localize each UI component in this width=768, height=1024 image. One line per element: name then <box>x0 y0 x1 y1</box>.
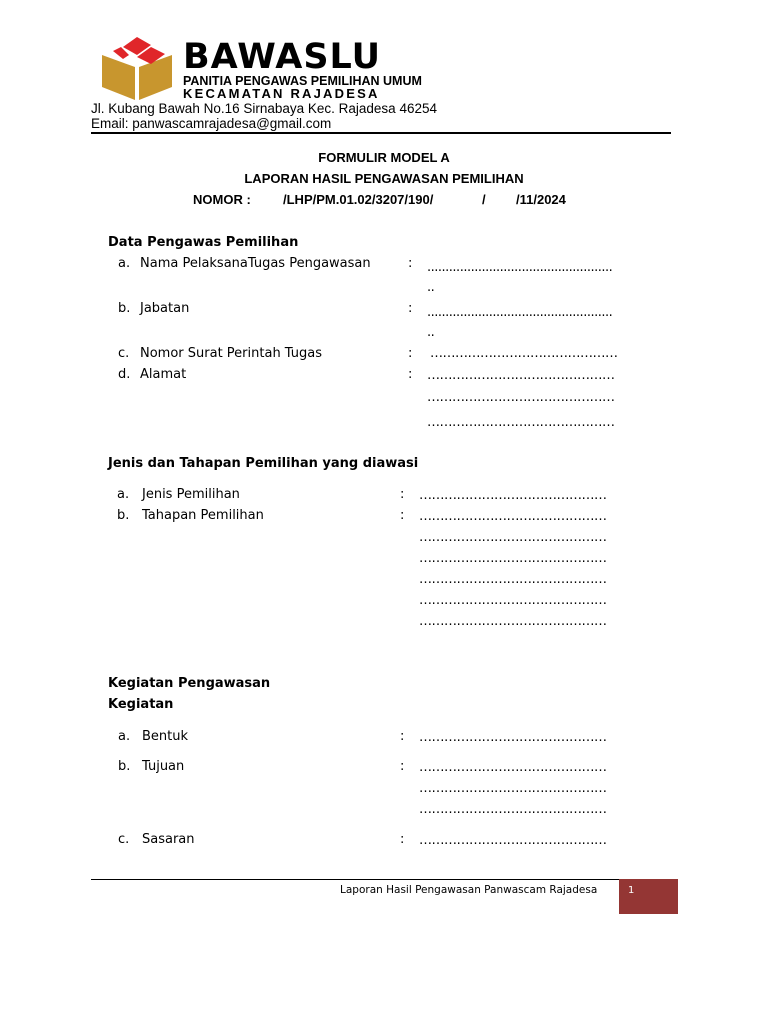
field-label: Jabatan <box>140 301 190 316</box>
fill-in-dots: ……………………………………… <box>419 488 607 503</box>
fill-in-dots: ……………………………………… <box>419 614 607 629</box>
field-label: Alamat <box>140 367 187 382</box>
nomor-label: NOMOR : <box>193 192 251 207</box>
field-label: Tujuan <box>142 759 185 774</box>
fill-in-dots: .. <box>427 325 435 340</box>
subsection-heading-kegiatan: Kegiatan <box>108 697 174 712</box>
field-label: Nomor Surat Perintah Tugas <box>140 346 323 361</box>
nomor-part1: /LHP/PM.01.02/3207/190/ <box>283 192 434 207</box>
fill-in-dots: ……………………………………… <box>419 833 607 848</box>
report-title: LAPORAN HASIL PENGAWASAN PEMILIHAN <box>244 171 524 186</box>
section-heading-jenis-tahapan: Jenis dan Tahapan Pemilihan yang diawasi <box>108 456 419 471</box>
fill-in-dots: ................................................... <box>427 305 613 320</box>
fill-in-dots: ……………………………………… <box>419 802 607 817</box>
field-label: Tahapan Pemilihan <box>142 508 264 523</box>
fill-in-dots: .. <box>427 280 435 295</box>
fill-in-dots: ……………………………………… <box>427 368 615 383</box>
footer-text: Laporan Hasil Pengawasan Panwascam Rajadesa <box>340 884 598 896</box>
fill-in-dots: ……………………………………… <box>427 390 615 405</box>
fill-in-dots: ……………………………………… <box>419 593 607 608</box>
fill-in-dots: ……………………………………… <box>419 781 607 796</box>
page-number-box <box>619 879 678 914</box>
address: Jl. Kubang Bawah No.16 Sirnabaya Kec. Rajadesa 46254 <box>91 101 437 116</box>
nomor-part2: / <box>482 192 486 207</box>
section-heading-data-pengawas: Data Pengawas Pemilihan <box>108 235 299 250</box>
form-title: FORMULIR MODEL A <box>318 150 450 165</box>
fill-in-dots: ……………………………………… <box>419 509 607 524</box>
fill-in-dots: ……………………………………… <box>427 415 615 430</box>
org-name: BAWASLU <box>183 37 381 77</box>
page-number: 1 <box>628 885 635 896</box>
field-label: Jenis Pemilihan <box>142 487 240 502</box>
fill-in-dots: ……………………………………… <box>419 730 607 745</box>
field-label: Nama PelaksanaTugas Pengawasan <box>140 256 371 271</box>
org-subtitle: PANITIA PENGAWAS PEMILIHAN UMUM <box>183 74 422 88</box>
fill-in-dots: ................................................... <box>427 260 613 275</box>
footer-rule <box>91 879 621 880</box>
section-heading-kegiatan-pengawasan: Kegiatan Pengawasan <box>108 676 271 691</box>
fill-in-dots: ……………………………………… <box>430 346 618 361</box>
field-label: Bentuk <box>142 729 189 744</box>
nomor-part3: /11/2024 <box>516 192 566 207</box>
fill-in-dots: ……………………………………… <box>419 551 607 566</box>
fill-in-dots: ……………………………………… <box>419 760 607 775</box>
field-label: Sasaran <box>142 832 195 847</box>
fill-in-dots: ……………………………………… <box>419 572 607 587</box>
header-rule <box>91 132 671 134</box>
org-district: KECAMATAN RAJADESA <box>183 86 380 101</box>
email: Email: panwascamrajadesa@gmail.com <box>91 116 332 131</box>
bawaslu-logo <box>99 37 175 101</box>
fill-in-dots: ……………………………………… <box>419 530 607 545</box>
